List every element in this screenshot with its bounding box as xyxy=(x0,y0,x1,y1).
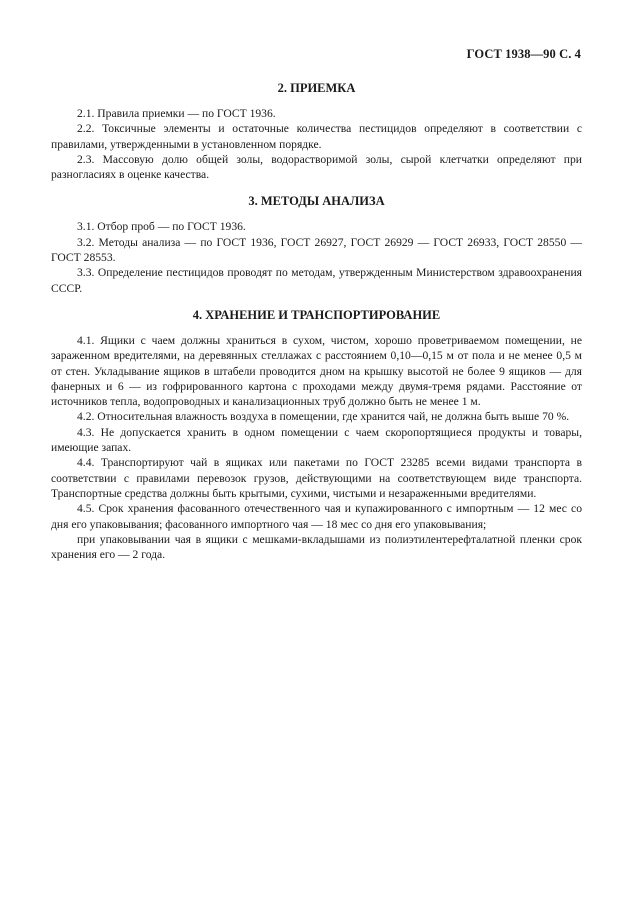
paragraph: 4.5. Срок хранения фасованного отечественного чая и купажированного с импортным — 12 мес со дня его упаковывания; фасованного импортного чая — 18 мес со дня его упаковывания; xyxy=(51,502,582,531)
paragraph: 3.3. Определение пестицидов проводят по методам, утвержденным Министерством здравоохранения СССР. xyxy=(51,266,582,295)
section-title: 4. ХРАНЕНИЕ И ТРАНСПОРТИРОВАНИЕ xyxy=(192,307,441,322)
paragraph: 4.3. Не допускается хранить в одном помещении с чаем скоропортящиеся продукты и товары, имеющие запах. xyxy=(51,425,582,455)
paragraph: при упаковывании чая в ящики с мешками-вкладышами из полиэтилентерефталатной пленки срок хранения его — 2 года. xyxy=(51,532,582,562)
document-body xyxy=(51,78,582,573)
section-title: 2. ПРИЕМКА xyxy=(277,81,356,95)
section-storage-transport xyxy=(51,307,582,562)
section-acceptance xyxy=(51,80,582,182)
paragraph: 2.1. Правила приемки — по ГОСТ 1936. xyxy=(77,107,276,120)
section-methods xyxy=(51,193,582,295)
paragraph: 4.2. Относительная влажность воздуха в помещении, где хранится чай, не должна быть выше 70 %. xyxy=(77,410,570,424)
document-header-code: ГОСТ 1938—90 С. 4 xyxy=(466,47,581,61)
paragraph: 3.2. Методы анализа — по ГОСТ 1936, ГОСТ 26927, ГОСТ 26929 — ГОСТ 26933, ГОСТ 28550 — ГОСТ 28553. xyxy=(51,235,582,265)
section-title: 3. МЕТОДЫ АНАЛИЗА xyxy=(248,194,385,209)
paragraph: 2.3. Массовую долю общей золы, водорастворимой золы, сырой клетчатки определяют при разногласиях в оценке качества. xyxy=(51,152,582,182)
paragraph: 4.1. Ящики с чаем должны храниться в сухом, чистом, хорошо проветриваемом помещении, не зараженном вредителями, на деревянных стеллажах с расстоянием 0,10—0,15 м от пола и не менее 0,5 м от стен. Укладывание ящиков в штабели проводится дном на крышку высотой не более 9 ящиков — для фанерных и 6 — из гофрированного картона с проходами между двумя-тремя рядами. Расстояние от источников тепла, водопроводных и канализационных труб должно быть не менее 1 м. xyxy=(51,333,582,409)
paragraph: 2.2. Токсичные элементы и остаточные количества пестицидов определяют в соответствии с правилами, утвержденными в установленном порядке. xyxy=(51,122,582,151)
paragraph: 3.1. Отбор проб — по ГОСТ 1936. xyxy=(77,220,246,234)
paragraph: 4.4. Транспортируют чай в ящиках или пакетами по ГОСТ 23285 всеми видами транспорта в соответствии с правилами перевозок грузов, действующими на соответствующем виде транспорта. Транспортные средства должны быть крытыми, сухими, чистыми и незараженными вредителями. xyxy=(51,456,582,500)
